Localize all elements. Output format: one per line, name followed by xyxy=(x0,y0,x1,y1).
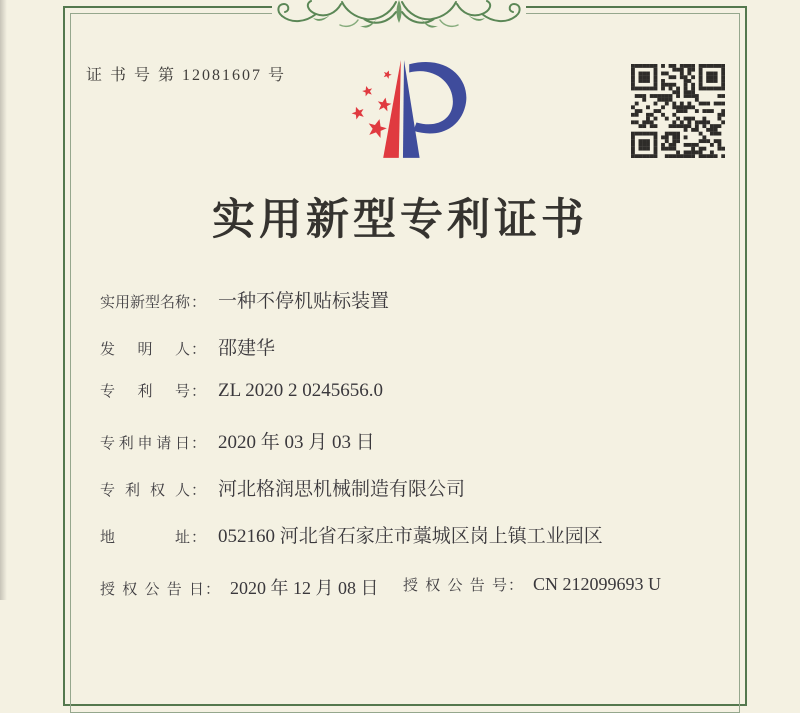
field-colon: ： xyxy=(191,436,207,452)
field-label: 实用新型名称 xyxy=(100,295,191,311)
field-colon: ： xyxy=(191,295,207,311)
field-row-filing-date xyxy=(100,427,375,454)
field-row-address xyxy=(100,521,603,548)
field-row-grant-number xyxy=(403,574,661,595)
field-row-patentee xyxy=(100,474,465,501)
field-value: CN 212099693 U xyxy=(533,574,662,594)
floral-ornament-icon xyxy=(272,0,526,30)
field-value: 052160 河北省石家庄市藁城区岗上镇工业园区 xyxy=(218,526,603,547)
field-label: 专利权人 xyxy=(100,483,190,499)
field-label: 授权公告号 xyxy=(403,578,507,594)
field-colon: ： xyxy=(191,384,207,400)
field-value: 2020 年 03 月 03 日 xyxy=(218,432,375,453)
field-colon: ： xyxy=(205,582,221,598)
field-row-grant-date xyxy=(100,574,379,600)
qr-code xyxy=(631,64,725,158)
certificate-number: 证 书 号 第 12081607 号 xyxy=(86,67,287,84)
field-colon: ： xyxy=(191,342,207,358)
page-edge-shadow xyxy=(0,0,7,600)
certificate-title: 实用新型专利证书 xyxy=(212,197,588,244)
field-label: 地址 xyxy=(100,530,190,546)
field-colon: ： xyxy=(191,483,207,499)
field-label: 专利号 xyxy=(100,384,190,400)
field-value: 邵建华 xyxy=(218,338,276,359)
field-row-inventor xyxy=(100,333,275,360)
field-row-patent-number xyxy=(100,380,383,402)
field-value: 2020 年 12 月 08 日 xyxy=(230,578,379,598)
cnipa-logo-icon xyxy=(336,58,472,162)
field-value: 一种不停机贴标装置 xyxy=(218,291,390,312)
field-value: ZL 2020 2 0245656.0 xyxy=(218,380,384,401)
field-label: 发明人 xyxy=(100,342,190,358)
field-row-name xyxy=(100,286,389,313)
field-label: 授权公告日 xyxy=(100,582,204,598)
field-colon: ： xyxy=(191,530,207,546)
field-colon: ： xyxy=(508,578,524,594)
field-value: 河北格润思机械制造有限公司 xyxy=(218,479,466,500)
field-label: 专利申请日 xyxy=(100,436,190,452)
